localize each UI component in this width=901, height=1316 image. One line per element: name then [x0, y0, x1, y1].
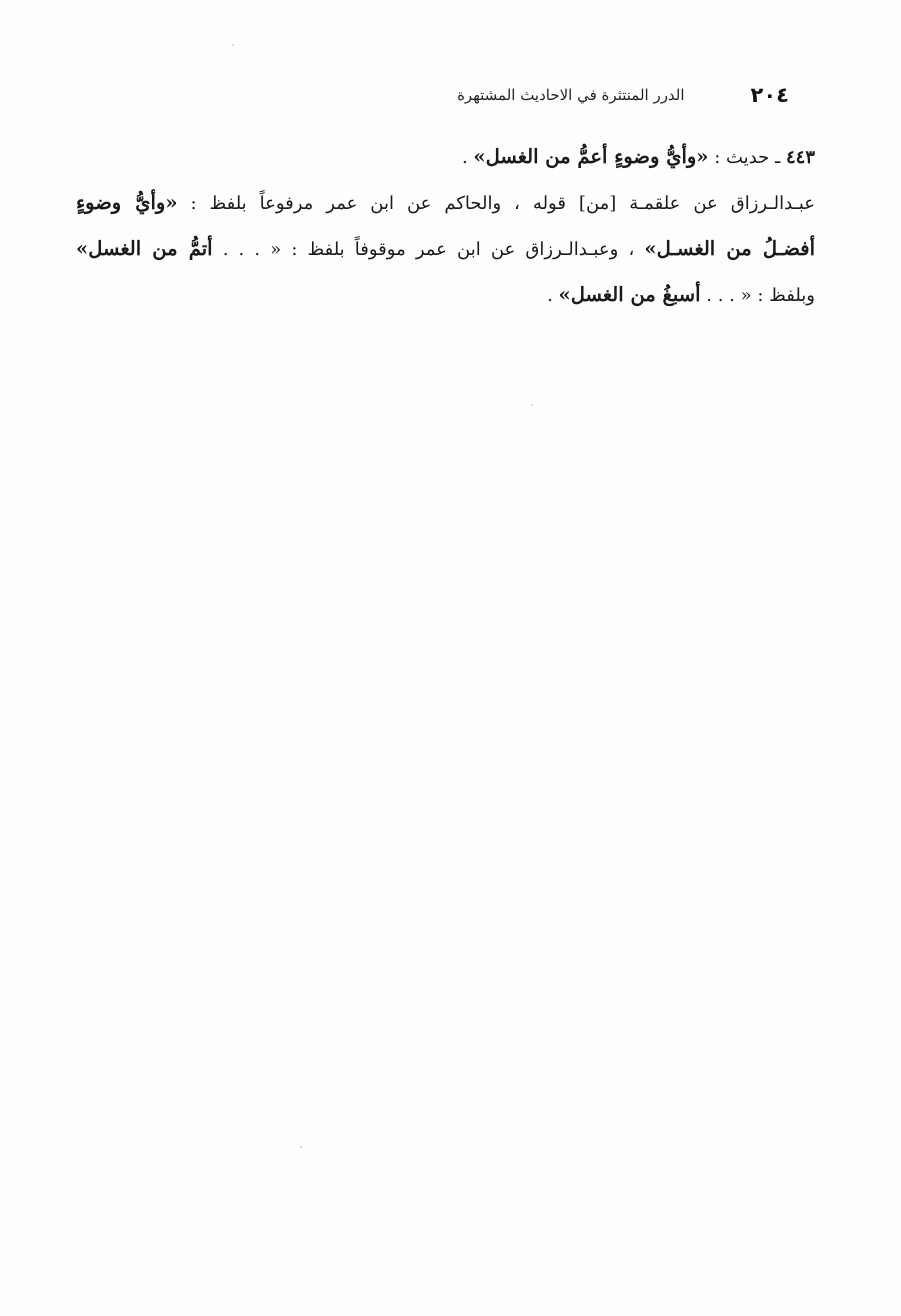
hadith-quote: «وأيُّ وضوءٍ أعمُّ من الغسل» — [473, 145, 709, 168]
hadith-entry — [76, 134, 815, 318]
scan-speck — [232, 44, 234, 46]
scan-speck — [300, 1146, 302, 1148]
hadith-quote: أسبغُ من الغسل» — [558, 283, 701, 306]
hadith-quote: أتمُّ من الغسل» — [76, 237, 213, 260]
scan-speck — [531, 404, 533, 406]
source-text: وبلفظ : « . . . — [700, 285, 815, 306]
hadith-quote: «وأيُّ وضوءٍ — [76, 191, 178, 214]
source-text: عبـدالـرزاق عن علقمـة [من] قوله ، والحاكم عن ابن عمر مرفوعاً بلفظ : — [177, 193, 815, 214]
entry-text-line — [76, 272, 815, 318]
entry-number: ٤٤٣ — [785, 147, 815, 168]
entry-text-line — [76, 180, 815, 226]
hadith-quote: أفضـلُ من الغسـل» — [644, 237, 815, 260]
entry-end-punct: . — [461, 147, 474, 168]
entry-text-line — [76, 226, 815, 272]
entry-heading-line — [76, 134, 815, 180]
entry-end-punct: . — [547, 285, 559, 306]
page-number: ٢٠٤ — [750, 83, 789, 107]
book-title: الدرر المنتثرة في الاحاديث المشتهرة — [457, 86, 685, 104]
running-header — [76, 80, 789, 110]
source-text: ، وعبـدالـرزاق عن ابن عمر موقوفاً بلفظ : — [281, 239, 645, 260]
entry-label: ـ حديث : — [708, 147, 786, 168]
quote-ellipsis: « . . . — [212, 239, 282, 260]
